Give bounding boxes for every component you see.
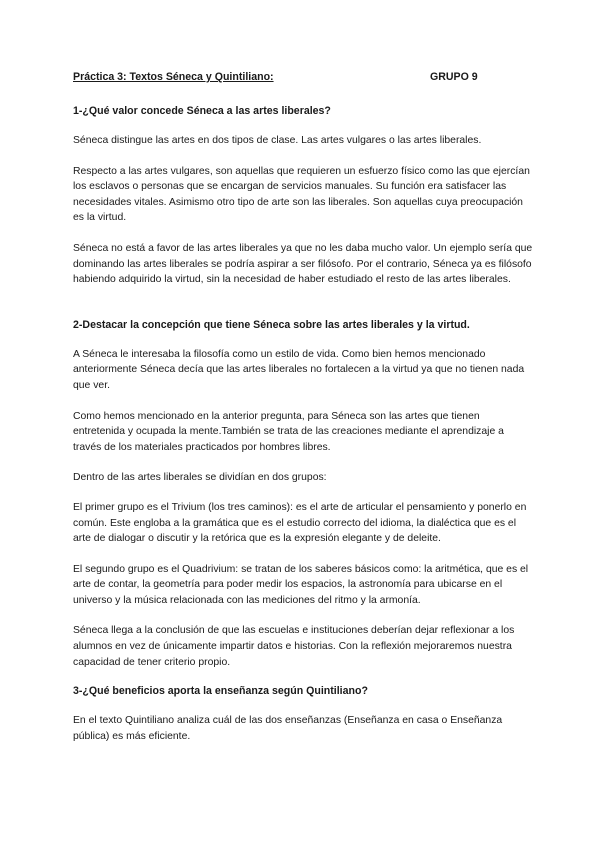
document-header [73, 71, 533, 87]
question-2-paragraph-2: Como hemos mencionado en la anterior pregunta, para Séneca son las artes que tienen entretenida y ocupada la mente.También se trata de las creaciones mediante el aprendizaje a través de los materiales practicados por hombres libres. [73, 410, 504, 453]
question-3-heading: 3-¿Qué beneficios aporta la enseñanza según Quintiliano? [73, 685, 368, 698]
document-page [73, 71, 533, 744]
question-3-paragraph-1: En el texto Quintiliano analiza cuál de las dos enseñanzas (Enseñanza en casa o Enseñanza pública) es más eficiente. [73, 715, 503, 742]
question-1-heading: 1-¿Qué valor concede Séneca a las artes liberales? [73, 105, 331, 117]
question-2-paragraph-1: A Séneca le interesaba la filosofía como un estilo de vida. Como bien hemos mencionado anteriormente Séneca decía que las artes liberales no fortalecen a la virtud ya que no tienen nada que ver. [73, 348, 525, 391]
question-1-paragraph-3: Séneca no está a favor de las artes liberales ya que no les daba mucho valor. Un ejemplo sería que dominando las artes liberales se podría aspirar a ser filósofo. Por el contrario, Séneca ya es filósofo habiendo adquirido la virtud, sin la necesidad de haber estudiado el resto de las artes liberales. [73, 242, 533, 286]
group-label: GRUPO 9 [430, 71, 478, 83]
question-2-paragraph-6: Séneca llega a la conclusión de que las escuelas e instituciones deberían dejar reflexionar a los alumnos en vez de únicamente impartir datos e historias. Con la reflexión mejoraremos nuestra capacidad de tener criterio propio. [73, 625, 515, 668]
question-2-paragraph-3: Dentro de las artes liberales se dividían en dos grupos: [73, 472, 327, 484]
question-2-paragraph-4: El primer grupo es el Trivium (los tres caminos): es el arte de articular el pensamiento y ponerlo en común. Este engloba a la gramática que es el estudio correcto del idioma, la dialéctica que es el arte de dialogar o discutir y la retórica que es la expresión elegante y de deleite. [73, 501, 527, 545]
question-1-paragraph-2: Respecto a las artes vulgares, son aquellas que requieren un esfuerzo físico como las que ejercían los esclavos o personas que se encargan de servicios manuales. Su función era satisfacer las necesidades vitales. Asimismo otro tipo de arte son las liberales. Son aquellas cuya preocupación es la virtud. [73, 165, 530, 224]
document-title: Práctica 3: Textos Séneca y Quintiliano: [73, 71, 274, 83]
question-2-heading: 2-Destacar la concepción que tiene Séneca sobre las artes liberales y la virtud. [73, 318, 470, 331]
question-2-paragraph-5: El segundo grupo es el Quadrivium: se tratan de los saberes básicos como: la aritmética, que es el arte de contar, la geometría para poder medir los espacios, la astronomía para ubicarse en el universo y la música relacionada con las mediciones del ritmo y la armonía. [73, 563, 529, 606]
question-1-paragraph-1: Séneca distingue las artes en dos tipos de clase. Las artes vulgares o las artes liberales. [73, 135, 482, 146]
